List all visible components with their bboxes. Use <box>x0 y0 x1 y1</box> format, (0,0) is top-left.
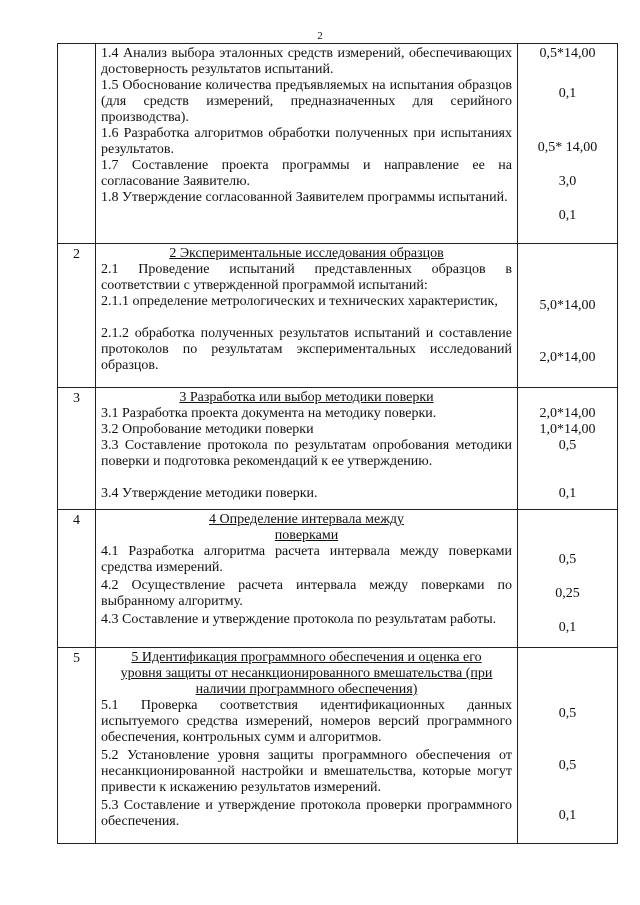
list-item: 4.2 Осуществление расчета интервала между поверками по выбранному алгоритму. <box>101 578 512 609</box>
table-row <box>58 244 618 388</box>
table-row <box>58 648 618 844</box>
section-heading: 4 Определение интервала между <box>208 512 404 527</box>
value-cell: 0,5 <box>558 438 577 453</box>
stage-values <box>518 510 618 648</box>
value-cell: 1,0*14,00 <box>539 422 596 437</box>
list-item: 4.1 Разработка алгоритма расчета интервала между поверками средства измерений. <box>101 544 512 575</box>
list-item: 4.3 Составление и утверждение протокола по результатам работы. <box>101 612 497 627</box>
table-row <box>58 510 618 648</box>
stage-number: 4 <box>58 510 96 648</box>
stage-number: 3 <box>58 388 96 510</box>
stage-number: 5 <box>58 648 96 844</box>
list-item: 2.1.1 определение метрологических и технических характеристик, <box>101 294 498 309</box>
list-item: 1.6 Разработка алгоритмов обработки полученных при испытаниях результатов. <box>101 126 512 157</box>
list-item: 3.4 Утверждение методики поверки. <box>101 486 318 501</box>
stage-description <box>96 44 518 244</box>
list-item: 2.1 Проведение испытаний представленных образцов в соответствии с утвержденной программой испытаний: <box>101 262 512 293</box>
value-cell: 2,0*14,00 <box>539 406 596 421</box>
value-cell: 0,5 <box>558 706 577 721</box>
list-item: 1.8 Утверждение согласованной Заявителем программы испытаний. <box>101 190 508 205</box>
list-item: 1.5 Обоснование количества предъявляемых на испытания образцов (для средств измерений, предназначенных для серийного производства). <box>101 78 512 125</box>
value-cell: 0,1 <box>558 620 577 635</box>
stage-number: 2 <box>58 244 96 388</box>
list-item: 5.2 Установление уровня защиты программного обеспечения от несанкционированной настройки и вмешательства, которые могут привести к искажению результатов измерений. <box>101 748 512 795</box>
value-cell: 0,5*14,00 <box>539 46 596 61</box>
section-heading: 2 Экспериментальные исследования образцов <box>169 246 444 261</box>
stage-values <box>518 44 618 244</box>
value-cell: 0,1 <box>558 86 577 101</box>
list-item: 3.2 Опробование методики поверки <box>101 422 314 437</box>
section-heading: 5 Идентификация программного обеспечения и оценка его <box>131 650 482 665</box>
list-item: 3.3 Составление протокола по результатам опробования методики поверки и подготовка рекомендаций к ее утверждению. <box>101 438 512 469</box>
list-item: 1.7 Составление проекта программы и направление ее на согласование Заявителю. <box>101 158 512 189</box>
stage-description <box>96 388 518 510</box>
list-item: 2.1.2 обработка полученных результатов испытаний и составление протоколов по результатам экспериментальных исследований образцов. <box>101 326 512 373</box>
stage-description <box>96 244 518 388</box>
list-item: 5.3 Составление и утверждение протокола проверки программного обеспечения. <box>101 798 512 829</box>
section-heading: уровня защиты от несанкционированного вмешательства (при <box>120 666 493 681</box>
list-item: 3.1 Разработка проекта документа на методику поверки. <box>101 406 437 421</box>
section-heading: наличии программного обеспечения) <box>195 682 418 697</box>
table-row <box>58 388 618 510</box>
stage-values <box>518 244 618 388</box>
value-cell: 0,5* 14,00 <box>537 140 598 155</box>
value-cell: 5,0*14,00 <box>539 298 596 313</box>
page-number: 2 <box>317 30 323 42</box>
value-cell: 0,5 <box>558 758 577 773</box>
stage-description <box>96 510 518 648</box>
value-cell: 0,1 <box>558 486 577 501</box>
stage-number <box>58 44 96 244</box>
value-cell: 3,0 <box>558 174 577 189</box>
value-cell: 2,0*14,00 <box>539 350 596 365</box>
value-cell: 0,1 <box>558 808 577 823</box>
value-cell: 0,1 <box>558 208 577 223</box>
stage-description <box>96 648 518 844</box>
value-cell: 0,5 <box>558 552 577 567</box>
table-row <box>58 44 618 244</box>
value-cell: 0,25 <box>555 586 580 601</box>
list-item: 5.1 Проверка соответствия идентификационных данных испытуемого средства измерений, номеров версий программного обеспечения, контрольных сумм и алгоритмов. <box>101 698 512 745</box>
stage-values <box>518 388 618 510</box>
section-heading: 3 Разработка или выбор методики поверки <box>179 390 434 405</box>
stage-values <box>518 648 618 844</box>
work-stages-table <box>57 43 618 844</box>
section-heading: поверками <box>274 528 339 543</box>
list-item: 1.4 Анализ выбора эталонных средств измерений, обеспечивающих достоверность результатов испытаний. <box>101 46 512 77</box>
